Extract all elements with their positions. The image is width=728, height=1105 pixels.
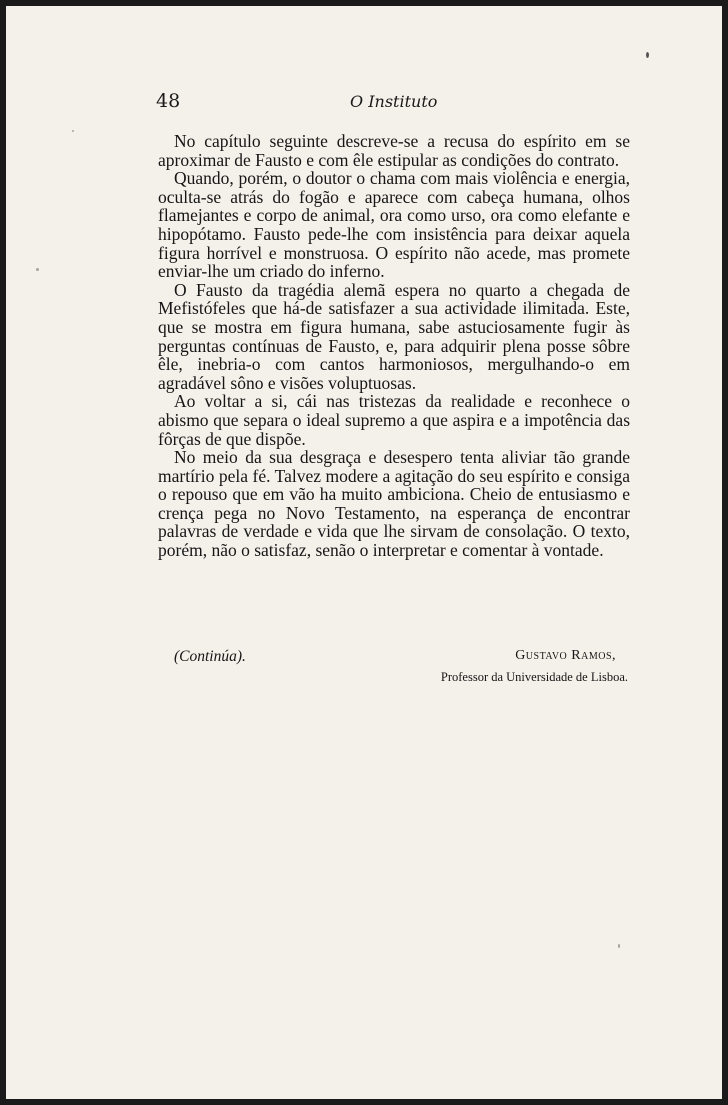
paragraph: Ao voltar a si, cái nas tristezas da realidade e reconhece o abismo que separa o ideal supremo a que aspira e a impotência das fôrças de que dispõe. [158, 391, 630, 449]
article-body [158, 132, 630, 560]
paragraph: No capítulo seguinte descreve-se a recusa do espírito em se aproximar de Fausto e com êle estipular as condições do contrato. [158, 131, 630, 170]
scan-speck [72, 130, 74, 132]
author-name: Gustavo Ramos, [515, 648, 616, 663]
scan-speck [618, 944, 620, 948]
paragraph: O Fausto da tragédia alemã espera no quarto a chegada de Mefistófeles que há-de satisfazer a sua actividade ilimitada. Este, que se mostra em figura humana, sabe astuciosamente fugir às perguntas contínuas de Fausto, e, para adquirir plena posse sôbre êle, inebria-o com cantos harmoniosos, mergulhando-o em agradável sôno e visões voluptuosas. [158, 279, 630, 393]
page-number: 48 [156, 90, 181, 112]
running-head [6, 84, 722, 114]
paragraph: Quando, porém, o doutor o chama com mais violência e energia, oculta-se atrás do fogão e aparece com cabeça humana, olhos flamejantes e corpo de animal, ora como urso, ora como elefante e hipopótamo. Fausto pede-lhe com insistência para deixar aquela figura horrível e monstruosa. O espírito não acede, mas promete enviar-lhe um criado do inferno. [158, 168, 630, 282]
continued-note: (Continúa). [174, 648, 246, 665]
journal-title: O Instituto [350, 92, 438, 111]
author-affiliation: Professor da Universidade de Lisboa. [440, 670, 628, 684]
scan-speck [646, 52, 649, 58]
book-page [6, 6, 722, 1099]
scan-speck [36, 268, 39, 271]
paragraph: No meio da sua desgraça e desespero tenta aliviar tão grande martírio pela fé. Talvez modere a agitação do seu espírito e consiga o repouso que em vão ha muito ambiciona. Cheio de entusiasmo e crença pega no Novo Testamento, na esperança de encontrar palavras de verdade e vida que lhe sirvam de consolação. O texto, porém, não o satisfaz, senão o interpretar e comentar à vontade. [158, 447, 630, 561]
